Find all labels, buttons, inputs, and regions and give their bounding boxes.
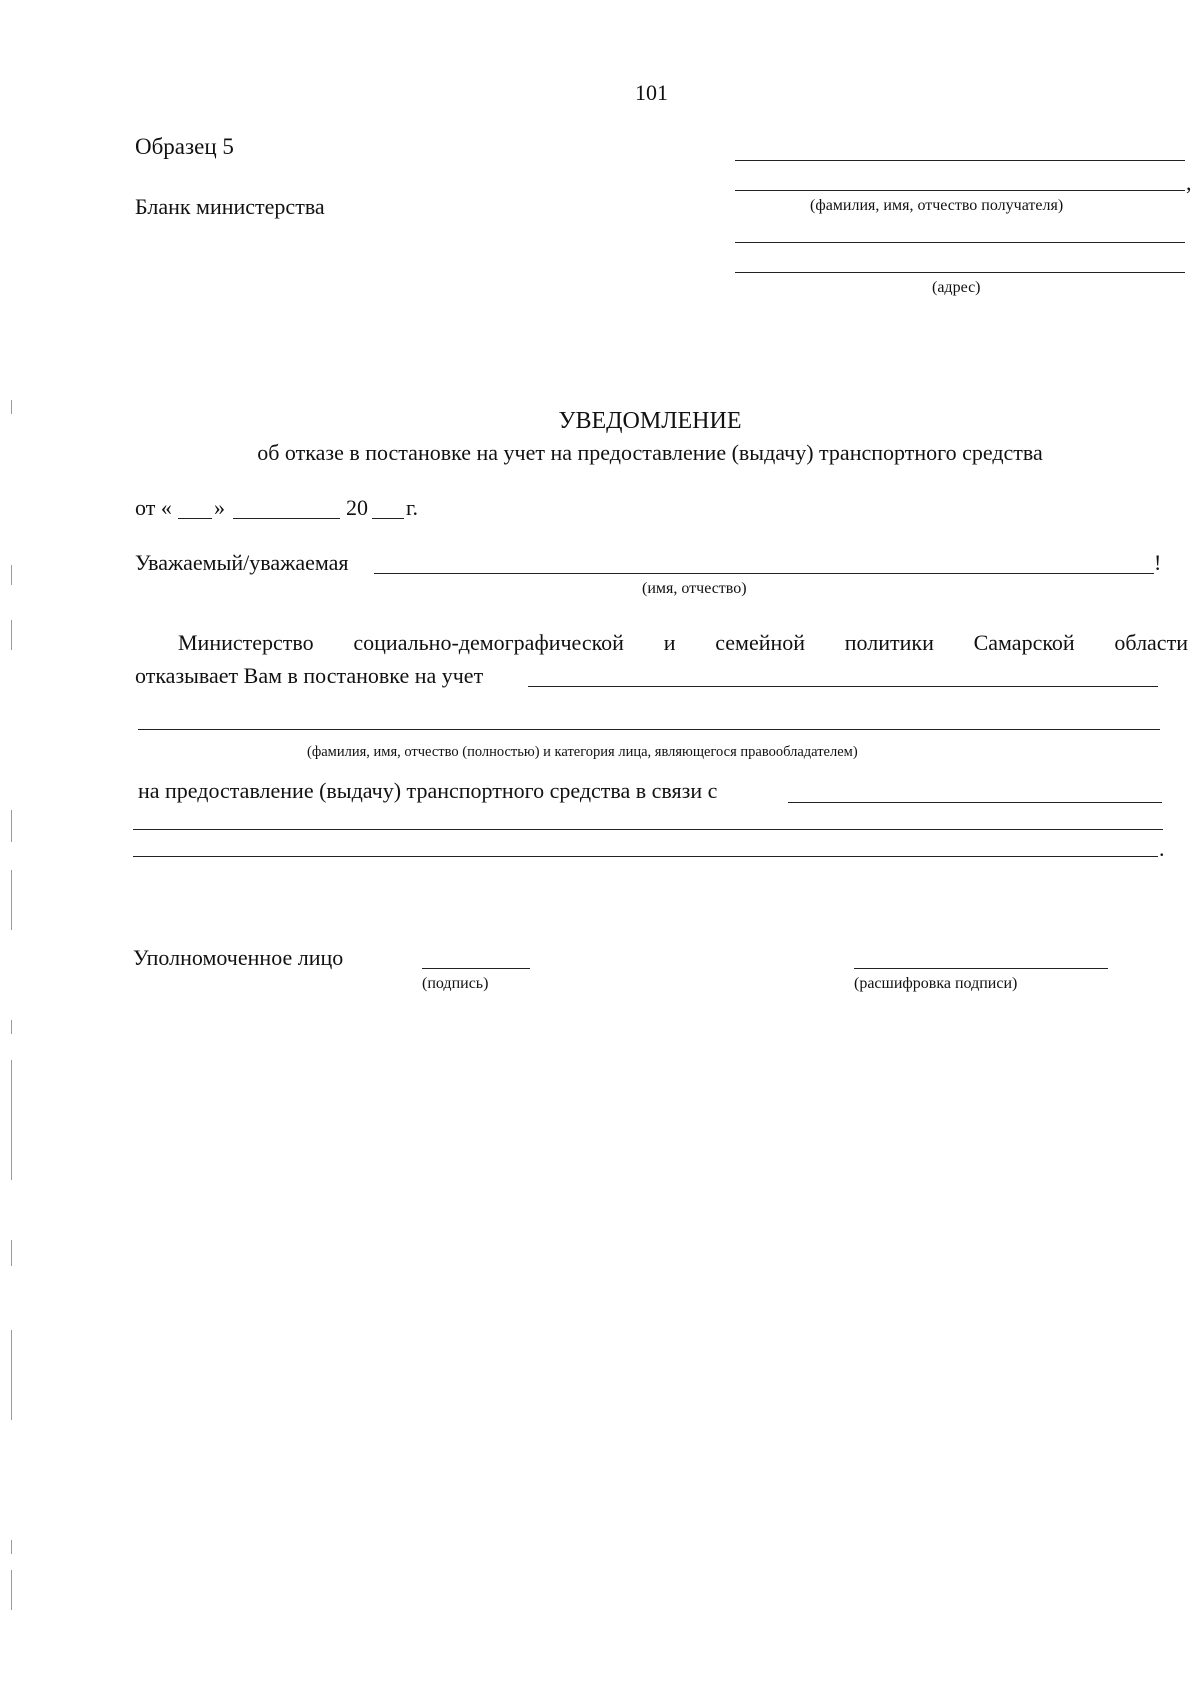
signature-blank [422,968,530,969]
reason-blank-2 [133,829,1163,830]
signature-decode-caption: (расшифровка подписи) [854,975,1018,992]
body-line-2: отказывает Вам в постановке на учет [135,663,484,688]
holder-blank-2 [138,729,1160,730]
body-word: области [1114,630,1188,655]
body-line-1 [178,630,1188,656]
greeting-label: Уважаемый/уважаемая [135,550,349,575]
date-year-suffix: г. [406,495,419,520]
body-word: и [663,630,676,655]
date-prefix: от « [135,495,172,520]
sample-label: Образец 5 [135,134,234,159]
recipient-name-caption: (фамилия, имя, отчество получателя) [810,197,1064,214]
notice-title: УВЕДОМЛЕНИЕ [558,408,742,434]
authorized-person-label: Уполномоченное лицо [133,945,344,970]
page-number: 101 [635,80,668,105]
date-quote-close: » [214,495,225,520]
reason-blank-3 [133,856,1158,857]
greeting-caption: (имя, отчество) [642,580,747,597]
final-period: . [1159,836,1165,861]
body-line-3: на предоставление (выдачу) транспортного средства в связи с [138,778,718,803]
letterhead-label: Бланк министерства [135,194,325,219]
signature-decode-blank [854,968,1108,969]
greeting-name-blank [374,573,1154,574]
recipient-trailing-comma: , [1186,170,1192,195]
greeting-end-mark: ! [1154,550,1162,575]
holder-caption: (фамилия, имя, отчество (полностью) и категория лица, являющегося правообладателем) [307,744,858,760]
date-day-blank [178,518,212,519]
recipient-address-line-1 [735,242,1185,243]
holder-blank-1 [528,686,1158,687]
recipient-name-line-2 [735,190,1185,191]
reason-blank-1 [788,802,1162,803]
body-word: Министерство [178,630,314,655]
date-month-blank [233,518,340,519]
date-year-prefix: 20 [346,495,368,520]
recipient-address-line-2 [735,272,1185,273]
date-year-blank [372,518,404,519]
signature-caption: (подпись) [422,975,489,992]
recipient-address-caption: (адрес) [932,279,981,296]
body-word: Самарской [973,630,1075,655]
body-word: семейной [715,630,806,655]
notice-subtitle: об отказе в постановке на учет на предоставление (выдачу) транспортного средства [257,440,1043,465]
body-word: политики [844,630,934,655]
recipient-name-line-1 [735,160,1185,161]
body-word: социально-демографической [353,630,624,655]
